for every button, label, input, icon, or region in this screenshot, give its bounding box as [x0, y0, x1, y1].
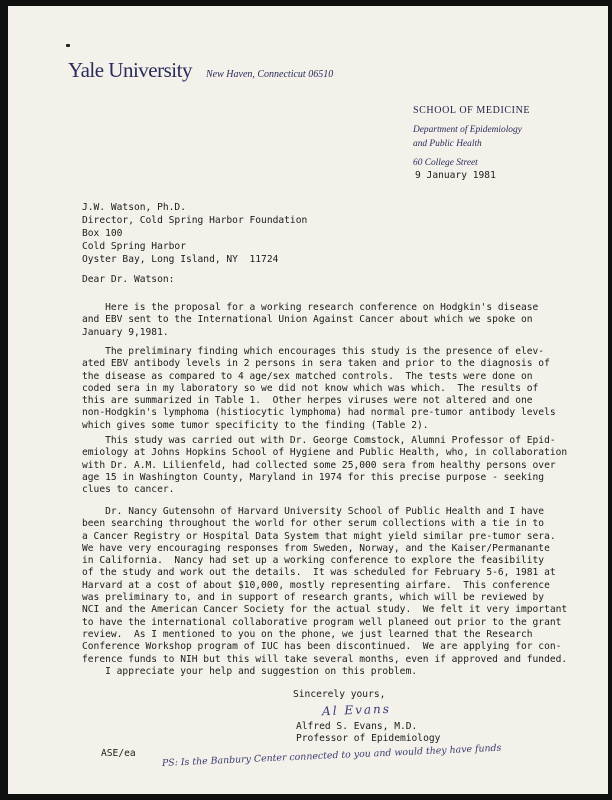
address-line: J.W. Watson, Ph.D. — [82, 202, 186, 213]
signer-name: Alfred S. Evans, M.D. — [296, 721, 418, 732]
letter-page — [8, 6, 608, 794]
street-address: 60 College Street — [413, 158, 478, 168]
address-line: Director, Cold Spring Harbor Foundation — [82, 215, 308, 227]
university-location: New Haven, Connecticut 06510 — [206, 69, 334, 80]
signer-title: Professor of Epidemiology — [296, 733, 441, 745]
address-line: Box 100 — [82, 228, 123, 240]
body-paragraph: Dr. Nancy Gutensohn of Harvard University School of Public Health and I have been searching throughout the world for other serum collections with a tie in to a Cancer Registry or Hospital Data System that might yield similar pre-tumor sera. We have very encouraging responses from Sweden, Norway, and the Kaiser/Permanante in California. Nancy had set up a working conference to explore the feasibility of the study and work out the details. It was scheduled for February 5-6, 1981 at Harvard at a cost of about $10,000, mostly representing airfare. This conference was preliminary to, and in support of research grants, which will be reviewed by NCI and the American Cancer Society for the actual study. We felt it very important to have the international collaborative program well planeed out prior to the grant review. As I mentioned to you on the phone, we just learned that the Research Conference Workshop program of IUC has been discontinued. We are applying for con- ference funds to NIH but this will take several months, even if approved and funded. — [82, 506, 568, 665]
ink-speck — [66, 44, 70, 47]
body-paragraph: The preliminary finding which encourages this study is the presence of elev- ated EBV antibody levels in 2 persons in sera taken and prior to the diagnosis of the disease as compared to 4 age/sex matched controls. The tests were done on coded sera in my laboratory so we did not know which was which. The results of this are summarized in Table 1. Other herpes viruses were not altered and one non-Hodgkin's lymphoma (histiocytic lymphoma) had normal pre-tumor antibody levels which gives some tumor specificity to the finding (Table 2). — [82, 346, 556, 431]
department-name — [413, 123, 522, 151]
body-paragraph: This study was carried out with Dr. George Comstock, Alumni Professor of Epid- emiology at Johns Hopkins School of Hygiene and Public Health, who, in collaboration with Dr. A.M. Lilienfeld, had collected some 25,000 sera from healthy persons over age 15 in Washington County, Maryland in 1974 for this precise purpose - seeking clues to cancer. — [82, 435, 568, 496]
letter-date: 9 January 1981 — [415, 170, 496, 181]
school-name: SCHOOL OF MEDICINE — [413, 105, 531, 116]
typist-initials: ASE/ea — [101, 748, 136, 759]
university-name: Yale University — [68, 58, 192, 82]
address-line: Oyster Bay, Long Island, NY 11724 — [82, 254, 279, 266]
recipient-address — [82, 201, 307, 266]
department-line: and Public Health — [413, 139, 482, 149]
department-line: Department of Epidemiology — [413, 125, 522, 135]
body-paragraph: I appreciate your help and suggestion on this problem. — [82, 666, 418, 677]
signer-block — [296, 721, 440, 746]
salutation: Dear Dr. Watson: — [82, 274, 175, 285]
address-line: Cold Spring Harbor — [82, 241, 186, 253]
closing: Sincerely yours, — [293, 689, 386, 700]
handwritten-postscript: PS: Is the Banbury Center connected to you and would they have funds — [161, 742, 502, 769]
body-paragraph: Here is the proposal for a working research conference on Hodgkin's disease and EBV sent to the International Union Against Cancer about which we spoke on January 9,1981. — [82, 302, 539, 338]
handwritten-signature: Al Evans — [321, 701, 392, 719]
